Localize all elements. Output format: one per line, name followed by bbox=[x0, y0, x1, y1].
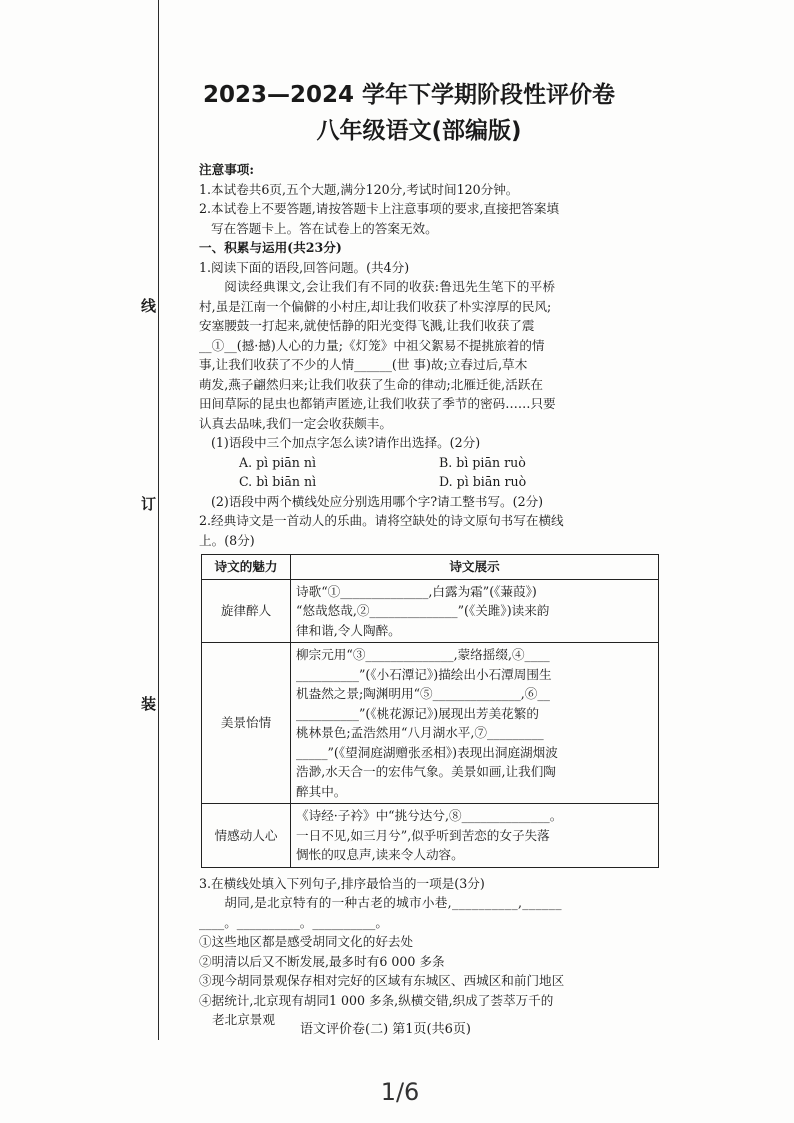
binding-mark-xian: 线 bbox=[139, 298, 157, 315]
list-item: ①这些地区都是感受胡同文化的好去处 bbox=[199, 934, 414, 949]
passage-line: 村,虽是江南一个偏僻的小村庄,却让我们收获了朴实淳厚的民风; bbox=[199, 298, 552, 314]
notice-item-1: 1.本试卷共6页,五个大题,满分120分,考试时间120分钟。 bbox=[199, 181, 519, 197]
row-line: 诗歌“①______________,白露为霜”(《蒹葭》) bbox=[296, 583, 537, 599]
table-row bbox=[202, 579, 659, 643]
passage-line: 萌发,燕子翩然归来;让我们收获了生命的律动;北雁迁徙,活跃在 bbox=[199, 376, 543, 392]
q2-stem-cont: 上。(8分) bbox=[199, 532, 255, 548]
list-item: ②明清以后又不断发展,最多时有6 000 多条 bbox=[199, 953, 445, 969]
notice-item-2b: 写在答题卡上。答在试卷上的答案无效。 bbox=[211, 220, 438, 236]
table-row bbox=[202, 643, 659, 804]
list-item: ④据统计,北京现有胡同1 000 多条,纵横交错,织成了荟萃万千的 bbox=[199, 992, 554, 1008]
notice-heading: 注意事项: bbox=[199, 162, 255, 177]
option-c: C. bì biān nì bbox=[239, 474, 317, 489]
list-item: ③现今胡同景观保存相对完好的区域有东城区、西城区和前门地区 bbox=[199, 973, 565, 988]
q2-stem: 2.经典诗文是一首动人的乐曲。请将空缺处的诗文原句书写在横线 bbox=[199, 513, 564, 528]
binding-mark-ding: 订 bbox=[139, 496, 157, 513]
row-content bbox=[291, 579, 659, 643]
table-header-charm: 诗文的魅力 bbox=[202, 555, 291, 580]
row-line: 桃林景色;孟浩然用“八月湖水平,⑦_________ bbox=[296, 725, 544, 740]
row-content bbox=[291, 643, 659, 804]
row-line: 惆怅的叹息声,读来令人动容。 bbox=[296, 847, 464, 862]
binding-line bbox=[158, 0, 159, 1040]
passage-line: 事,让我们收获了不少的人情______(世 事)故;立春过后,草木 bbox=[199, 357, 528, 372]
row-line: 一日不见,如三月兮”,似乎听到苦恋的女子失落 bbox=[296, 827, 550, 843]
section-heading: 一、积累与运用(共23分) bbox=[199, 240, 342, 255]
row-line: 醉其中。 bbox=[296, 783, 347, 799]
q3-sentence-cont: ____。__________。__________。 bbox=[199, 914, 388, 930]
passage-line: __①__(撼·撼)人心的力量;《灯笼》中祖父絮易不提挑旅着的情 bbox=[199, 337, 545, 353]
row-line: __________”(《桃花源记》)展现出芳美花繁的 bbox=[296, 705, 539, 721]
exam-content bbox=[199, 160, 659, 1030]
passage-line: 认真去品味,我们一定会收获颇丰。 bbox=[199, 415, 392, 431]
binding-mark-zhuang: 装 bbox=[139, 696, 157, 713]
row-content bbox=[291, 804, 659, 868]
q3-sentence: 胡同,是北京特有的一种古老的城市小巷,__________,______ bbox=[224, 895, 562, 910]
row-line: __________”(《小石潭记》)描绘出小石潭周围生 bbox=[296, 666, 552, 682]
row-line: _____”(《望洞庭湖赠张丞相》)表现出洞庭湖烟波 bbox=[296, 744, 558, 760]
passage-line: 安塞腰鼓一打起来,就使恬静的阳光变得飞溅,让我们收获了震 bbox=[199, 318, 535, 333]
passage-line: 阅读经典课文,会让我们有不同的收获:鲁迅先生笔下的平桥 bbox=[224, 279, 556, 294]
table-row bbox=[202, 804, 659, 868]
row-line: “悠哉悠哉,②______________”(《关雎》)读来韵 bbox=[296, 603, 550, 618]
q1-sub2: (2)语段中两个横线处应分别选用哪个字?请工整书写。(2分) bbox=[211, 493, 544, 509]
row-line: 柳宗元用“③______________,蒙络摇缀,④____ bbox=[296, 647, 550, 662]
list-item: 老北京景观 bbox=[212, 1012, 275, 1027]
q3-stem: 3.在横线处填入下列句子,排序最恰当的一项是(3分) bbox=[199, 875, 485, 891]
exam-title: 2023—2024 学年下学期阶段性评价卷 bbox=[202, 82, 616, 108]
poem-table bbox=[201, 554, 659, 868]
q1-options bbox=[199, 453, 659, 492]
row-line: 《诗经·子衿》中“挑兮达兮,⑧______________。 bbox=[296, 808, 563, 823]
q1-sub1: (1)语段中三个加点字怎么读?请作出选择。(2分) bbox=[211, 435, 481, 450]
row-line: 律和谐,令人陶醉。 bbox=[296, 622, 401, 638]
page-indicator: 1/6 bbox=[380, 1078, 420, 1106]
q1-passage bbox=[199, 277, 659, 433]
row-label: 旋律醉人 bbox=[202, 579, 291, 643]
table-header-display: 诗文展示 bbox=[291, 555, 659, 580]
option-a: A. pì piān nì bbox=[239, 454, 317, 470]
passage-line: 田间草际的昆虫也都销声匿迹,让我们收获了季节的密码……只要 bbox=[199, 396, 556, 411]
q1-stem: 1.阅读下面的语段,回答问题。(共4分) bbox=[199, 259, 410, 275]
row-line: 机盎然之景;陶渊明用“⑤______________,⑥__ bbox=[296, 686, 550, 701]
q3-items bbox=[199, 932, 659, 1030]
notice-item-2a: 2.本试卷上不要答题,请按答题卡上注意事项的要求,直接把答案填 bbox=[199, 201, 560, 216]
exam-subtitle: 八年级语文(部编版) bbox=[316, 118, 522, 144]
row-label: 情感动人心 bbox=[202, 804, 291, 868]
row-line: 浩渺,水天合一的宏伟气象。美景如画,让我们陶 bbox=[296, 764, 556, 779]
option-d: D. pì biān ruò bbox=[439, 474, 527, 489]
table-header-row bbox=[202, 555, 659, 580]
option-b: B. bì piān ruò bbox=[439, 454, 526, 470]
row-label: 美景怡情 bbox=[202, 643, 291, 804]
page-footer: 语文评价卷(二) 第1页(共6页) bbox=[300, 1022, 471, 1037]
